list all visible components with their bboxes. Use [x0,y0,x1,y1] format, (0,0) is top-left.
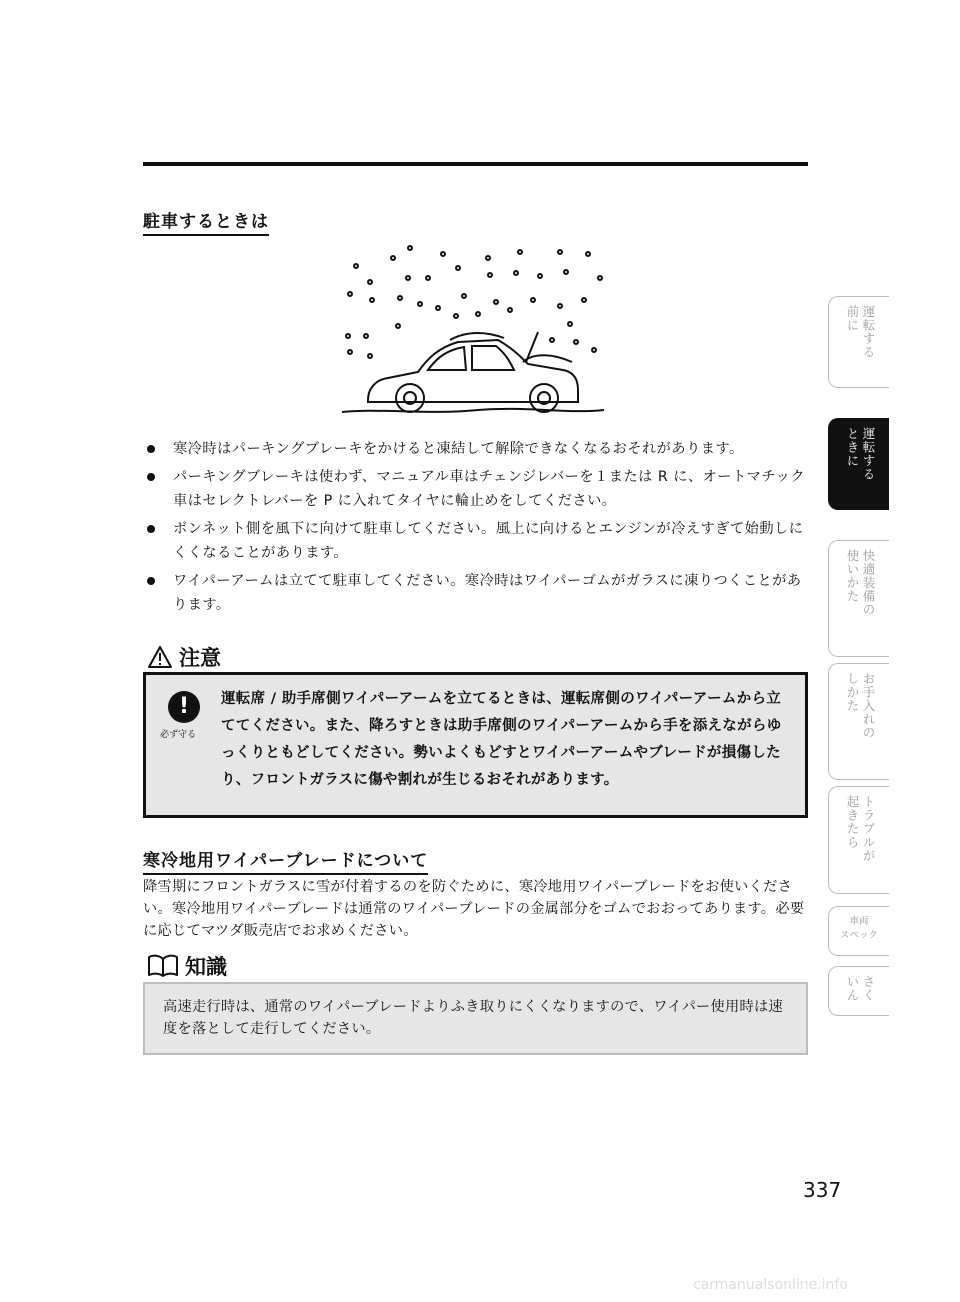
top-rule [143,162,808,166]
tab-when-driving[interactable]: 運転する ときに [828,418,889,510]
info-text: 高速走行時は、通常のワイパーブレードよりふき取りにくくなりますので、ワイパー使用時は速度を落として走行してください。 [163,999,783,1037]
tab-maintenance[interactable]: お手入れの しかた [828,663,889,780]
bullet-icon [147,473,155,481]
parking-heading: 駐車するときは [143,207,269,236]
bullet-icon [147,577,155,585]
list-item: パーキングブレーキは使わず、マニュアル車はチェンジレバーを１または R に、オートマチック車はセレクトレバーを P に入れてタイヤに輪止めをしてください。 [143,465,808,513]
tab-troubleshooting[interactable]: トラブルが 起きたら [828,786,889,894]
bullet-icon [147,525,155,533]
winter-wiper-heading: 寒冷地用ワイパーブレードについて [143,846,428,875]
caution-title: 注意 [147,642,221,672]
must-observe-label: 必ず守る [160,730,197,740]
list-item: 寒冷時はパーキングブレーキをかけると凍結して解除できなくなるおそれがあります。 [143,437,808,461]
winter-wiper-paragraph: 降雪期にフロントガラスに雪が付着するのを防ぐために、寒冷地用ワイパーブレードをお使いください。寒冷地用ワイパーブレードは通常のワイパーブレードの金属部分をゴムでおおってあります。必要に応じてマツダ販売店でお求めください。 [143,879,805,939]
list-item: ボンネット側を風下に向けて駐車してください。風上に向けるとエンジンが冷えすぎて始動しにくくなることがあります。 [143,517,808,565]
tab-comfort-features[interactable]: 快適装備の 使いかた [828,540,889,657]
page-number: 337 [803,1178,842,1202]
info-box [143,982,808,1055]
tab-vehicle-spec[interactable]: 車両 スペック [828,906,889,956]
caution-box [143,672,808,818]
warning-triangle-icon [147,645,173,669]
tab-before-driving[interactable]: 運転する 前に [828,296,889,388]
footer-watermark: carmanualsonline.info [693,1277,848,1293]
info-title: 知識 [147,951,227,981]
bullet-icon [147,445,155,453]
parking-bullet-list [143,437,808,621]
open-book-icon [147,954,179,978]
tab-index[interactable]: さく いん [828,966,889,1016]
list-item: ワイパーアームは立てて駐車してください。寒冷時はワイパーゴムがガラスに凍りつくことがあります。 [143,569,808,617]
snow-car-illustration [338,240,610,420]
caution-text: 運転席 / 助手席側ワイパーアームを立てるときは、運転席側のワイパーアームから立ててください。また、降ろすときは助手席側のワイパーアームから手を添えながらゆっくりともどしてください。勢いよくもどすとワイパーアームやブレードが損傷したり、フロントガラスに傷や割れが生じるおそれがあります。 [221,691,782,788]
exclamation-icon: ! [168,691,200,723]
